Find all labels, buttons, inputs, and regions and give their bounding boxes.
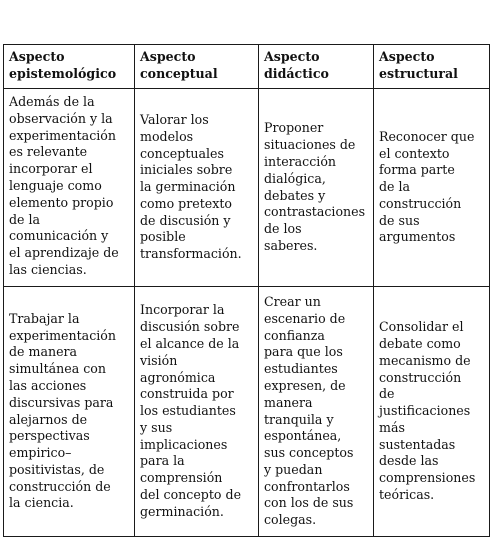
table-cell bbox=[374, 89, 490, 287]
header-didactico bbox=[259, 45, 374, 89]
table-cell bbox=[259, 287, 374, 537]
cell-text: Consolidar el debate como mecanismo de construcción de justificaciones más sustentadas desde las comprensiones teóricas. bbox=[379, 319, 476, 503]
cell-text: Valorar los modelos conceptuales iniciales sobre la germinación como pretexto de discusión y posible transformación. bbox=[140, 111, 242, 262]
header-label: Aspecto estructural bbox=[379, 49, 458, 81]
header-conceptual bbox=[135, 45, 259, 89]
cell-text: Crear un escenario de confianza para que los estudiantes expresen, de manera tranquila y espontánea, sus conceptos y puedan confrontarlos con los de sus colegas. bbox=[264, 293, 354, 528]
table-row bbox=[4, 89, 490, 287]
table-cell bbox=[259, 89, 374, 287]
header-label: Aspecto epistemológico bbox=[9, 49, 117, 81]
header-epistemologico bbox=[4, 45, 135, 89]
table-cell bbox=[374, 287, 490, 537]
table-cell bbox=[4, 287, 135, 537]
cell-text: Además de la observación y la experimentación es relevante incorporar el lenguaje como elemento propio de la comunicación y el aprendizaje de las ciencias. bbox=[9, 94, 119, 277]
table-cell bbox=[135, 89, 259, 287]
table-cell bbox=[135, 287, 259, 537]
header-estructural bbox=[374, 45, 490, 89]
cell-text: Proponer situaciones de interacción dialógica, debates y contrastaciones de los saberes. bbox=[264, 120, 366, 253]
table-row bbox=[4, 287, 490, 537]
aspects-table bbox=[3, 44, 490, 537]
header-label: Aspecto didáctico bbox=[264, 49, 329, 81]
cell-text: Incorporar la discusión sobre el alcance de la visión agronómica construida por los estudiantes y sus implicaciones para la comprensión del concepto de germinación. bbox=[140, 302, 242, 519]
header-row bbox=[4, 45, 490, 89]
header-label: Aspecto conceptual bbox=[140, 49, 218, 81]
cell-text: Trabajar la experimentación de manera simultánea con las acciones discursivas para alejarnos de perspectivas empirico– positivistas, de construcción de la ciencia. bbox=[9, 310, 116, 511]
table-cell bbox=[4, 89, 135, 287]
cell-text: Reconocer que el contexto forma parte de la construcción de sus argumentos bbox=[379, 128, 475, 245]
